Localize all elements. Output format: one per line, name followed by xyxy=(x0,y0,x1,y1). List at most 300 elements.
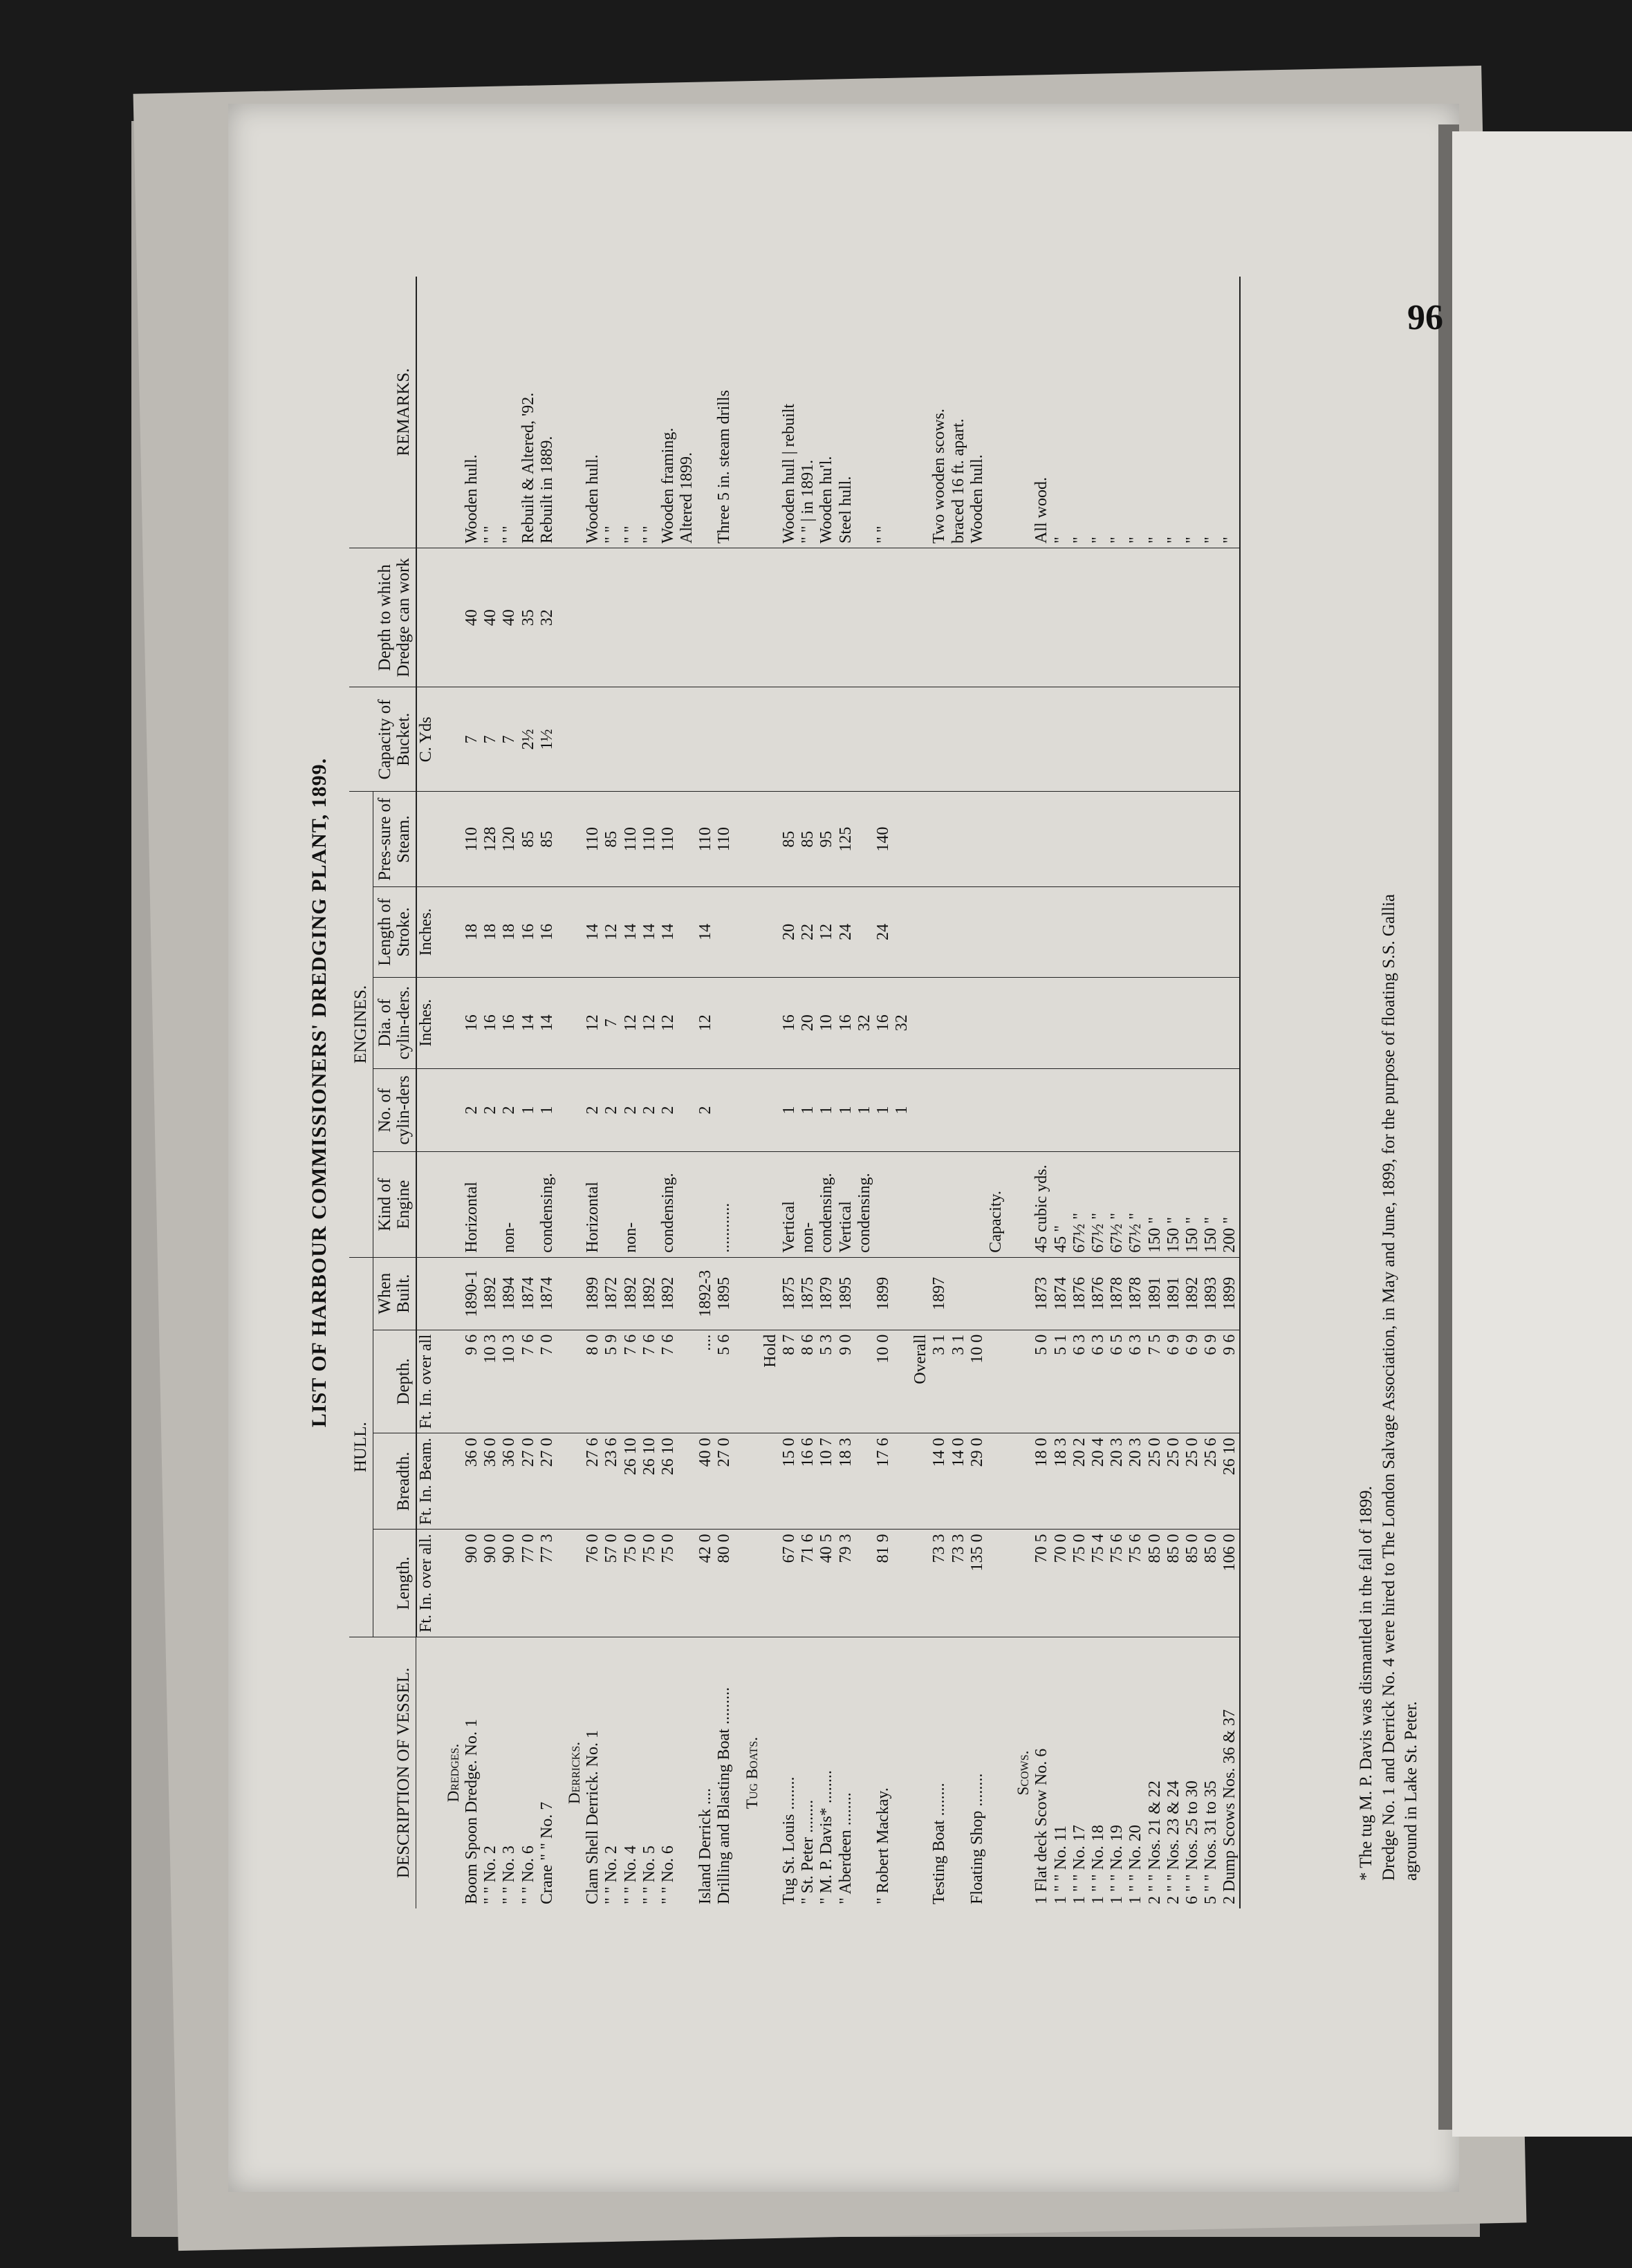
table-cell: 7 0 xyxy=(538,1330,557,1433)
table-row xyxy=(1165,277,1183,1908)
table-cell: " xyxy=(1183,537,1201,543)
table-cell: 1876 xyxy=(1089,1257,1108,1330)
table-cell: 7 6 xyxy=(659,1330,678,1433)
table-cell xyxy=(1108,792,1126,887)
table-cell: 75 0 xyxy=(1070,1530,1089,1637)
table-cell: " " xyxy=(621,526,640,543)
table-cell xyxy=(734,687,761,792)
table-cell xyxy=(622,687,640,792)
table-cell: " xyxy=(1145,537,1164,543)
table-cell: 29 0 xyxy=(968,1433,987,1530)
col-group-hull: HULL. xyxy=(349,1257,373,1637)
table-cell: 1893 xyxy=(1202,1257,1221,1330)
table-cell xyxy=(659,548,678,687)
table-cell: 70 0 xyxy=(1052,1530,1070,1637)
table-cell xyxy=(734,277,761,548)
table-cell xyxy=(678,687,696,792)
table-cell xyxy=(1005,1152,1032,1257)
col-header: Pres-sure of Steam. xyxy=(373,792,416,887)
table-cell xyxy=(1108,548,1126,687)
table-cell: Two wooden scows. xyxy=(930,409,949,543)
table-cell xyxy=(855,1257,874,1330)
table-cell xyxy=(949,1637,968,1909)
table-cell xyxy=(1146,792,1165,887)
table-cell: 85 0 xyxy=(1202,1530,1221,1637)
table-cell xyxy=(911,687,930,792)
table-cell xyxy=(1032,887,1051,978)
table-cell xyxy=(761,1530,780,1637)
table-cell: 1899 xyxy=(874,1257,893,1330)
col-header: Length of Stroke. xyxy=(373,887,416,978)
table-cell xyxy=(602,548,621,687)
table-cell: 6 9 xyxy=(1202,1330,1221,1433)
table-row xyxy=(1221,277,1240,1908)
table-cell: 2 xyxy=(584,1068,602,1152)
table-cell: 95 xyxy=(817,792,836,887)
table-cell: 110 xyxy=(584,792,602,887)
table-cell: 12 xyxy=(602,887,621,978)
table-cell xyxy=(1146,548,1165,687)
footnote: aground in Lake St. Peter. xyxy=(1402,1701,1420,1881)
table-row xyxy=(855,277,874,1908)
table-cell xyxy=(622,548,640,687)
table-cell: 1895 xyxy=(837,1257,855,1330)
table-cell xyxy=(930,687,949,792)
table-cell: 1 " " No. 18 xyxy=(1089,1637,1108,1909)
table-cell xyxy=(761,548,780,687)
table-cell: 3 1 xyxy=(949,1330,968,1433)
table-cell: 25 0 xyxy=(1165,1433,1183,1530)
table-row xyxy=(538,277,557,1908)
table-cell: 45 " xyxy=(1052,1152,1070,1257)
table-cell: 14 xyxy=(538,977,557,1068)
table-cell: 1 xyxy=(799,1068,817,1152)
table-cell: non- xyxy=(500,1152,519,1257)
table-cell xyxy=(678,1530,696,1637)
table-cell xyxy=(893,548,911,687)
table-cell: " " No. 2 xyxy=(481,1637,500,1909)
table-cell: " " No. 5 xyxy=(640,1637,659,1909)
table-cell: 5 6 xyxy=(715,1330,734,1433)
section-header-row xyxy=(436,277,463,1908)
table-row xyxy=(817,277,836,1908)
table-cell xyxy=(1183,1068,1202,1152)
table-cell: 110 xyxy=(696,792,715,887)
table-cell xyxy=(1165,548,1183,687)
table-cell: 90 0 xyxy=(500,1530,519,1637)
table-cell xyxy=(799,548,817,687)
table-cell xyxy=(761,1152,780,1257)
table-cell xyxy=(1052,887,1070,978)
table-cell xyxy=(519,1152,538,1257)
table-cell: 1 xyxy=(837,1068,855,1152)
table-cell xyxy=(893,1433,911,1530)
table-cell: 85 xyxy=(780,792,799,887)
table-cell: 45 cubic yds. xyxy=(1032,1152,1051,1257)
table-cell xyxy=(678,977,696,1068)
table-cell xyxy=(734,1530,761,1637)
table-cell: " " xyxy=(481,526,500,543)
table-cell: ............ xyxy=(715,1152,734,1257)
table-cell: 20 4 xyxy=(1089,1433,1108,1530)
section-title: Tug Boats. xyxy=(734,1637,761,1909)
table-cell: 23 6 xyxy=(602,1433,621,1530)
table-cell: 5 1 xyxy=(1052,1330,1070,1433)
table-cell xyxy=(734,1330,761,1433)
table-cell: 7 6 xyxy=(519,1330,538,1433)
table-cell xyxy=(949,792,968,887)
table-cell: 1892 xyxy=(1183,1257,1202,1330)
table-cell: 79 3 xyxy=(837,1530,855,1637)
table-cell: 1 xyxy=(519,1068,538,1152)
table-cell: Horizontal xyxy=(584,1152,602,1257)
table-cell: 1892 xyxy=(622,1257,640,1330)
table-cell: 1 xyxy=(893,1068,911,1152)
table-cell: 85 0 xyxy=(1183,1530,1202,1637)
table-cell xyxy=(1070,1068,1089,1152)
table-cell xyxy=(1183,792,1202,887)
table-cell xyxy=(416,1152,436,1257)
table-cell xyxy=(987,1330,1005,1433)
table-cell: " xyxy=(1088,537,1107,543)
table-cell: 1899 xyxy=(1221,1257,1240,1330)
table-cell: 12 xyxy=(584,977,602,1068)
table-cell: 40 xyxy=(463,548,481,687)
table-cell: 1894 xyxy=(500,1257,519,1330)
table-cell xyxy=(1202,687,1221,792)
table-cell: 67½ " xyxy=(1108,1152,1126,1257)
table-cell xyxy=(874,1152,893,1257)
table-cell: 2 xyxy=(463,1068,481,1152)
table-cell xyxy=(930,977,949,1068)
table-cell xyxy=(557,977,584,1068)
table-cell: 1874 xyxy=(519,1257,538,1330)
table-cell xyxy=(436,687,463,792)
table-cell xyxy=(678,1152,696,1257)
section-title: Dredges. xyxy=(436,1637,463,1909)
table-cell xyxy=(416,548,436,687)
table-cell: " xyxy=(1164,537,1183,543)
table-cell xyxy=(1202,1068,1221,1152)
table-cell xyxy=(1032,977,1051,1068)
table-cell xyxy=(837,687,855,792)
table-cell: 18 xyxy=(500,887,519,978)
table-cell xyxy=(968,687,987,792)
table-cell: " M. P. Davis* ........ xyxy=(817,1637,836,1909)
table-cell: 1 " " No. 11 xyxy=(1052,1637,1070,1909)
table-cell xyxy=(761,1433,780,1530)
table-cell: 140 xyxy=(874,792,893,887)
table-cell xyxy=(949,548,968,687)
section-title: Scows. xyxy=(1005,1637,1032,1909)
section-header-row xyxy=(734,277,761,1908)
table-cell xyxy=(436,1530,463,1637)
table-cell: 110 xyxy=(463,792,481,887)
table-row xyxy=(949,277,968,1908)
table-cell: " St. Peter ........ xyxy=(799,1637,817,1909)
table-cell xyxy=(1005,1257,1032,1330)
table-cell: 77 0 xyxy=(519,1530,538,1637)
table-cell xyxy=(874,687,893,792)
table-cell xyxy=(678,1330,696,1433)
table-cell xyxy=(1005,1330,1032,1433)
table-cell xyxy=(416,1068,436,1152)
table-cell: 1897 xyxy=(930,1257,949,1330)
col-group-engines: ENGINES. xyxy=(349,792,373,1257)
table-cell: 75 6 xyxy=(1108,1530,1126,1637)
table-cell: Wooden hull. xyxy=(967,454,986,543)
table-cell xyxy=(1089,792,1108,887)
table-cell: 9 6 xyxy=(463,1330,481,1433)
table-cell xyxy=(1126,887,1145,978)
table-cell: 110 xyxy=(622,792,640,887)
table-cell xyxy=(1202,977,1221,1068)
table-cell xyxy=(911,1433,930,1530)
table-cell xyxy=(436,1257,463,1330)
table-cell: 15 0 xyxy=(780,1433,799,1530)
table-cell: 75 0 xyxy=(640,1530,659,1637)
table-cell: 1892 xyxy=(640,1257,659,1330)
table-cell xyxy=(481,1152,500,1257)
table-cell: 7 xyxy=(481,687,500,792)
table-cell: 6 " " Nos. 25 to 30 xyxy=(1183,1637,1202,1909)
table-cell xyxy=(678,1257,696,1330)
table-row xyxy=(1126,277,1145,1908)
table-cell: 36 0 xyxy=(500,1433,519,1530)
table-cell xyxy=(715,687,734,792)
table-cell: 16 xyxy=(837,977,855,1068)
table-cell xyxy=(987,1530,1005,1637)
table-cell: " " xyxy=(602,526,621,543)
table-cell: 12 xyxy=(640,977,659,1068)
table-cell: 7 xyxy=(500,687,519,792)
table-cell xyxy=(987,887,1005,978)
table-cell xyxy=(1165,887,1183,978)
table-cell: 110 xyxy=(659,792,678,887)
table-cell xyxy=(696,548,715,687)
table-cell xyxy=(930,1068,949,1152)
table-row xyxy=(930,277,949,1908)
table-cell: 36 0 xyxy=(463,1433,481,1530)
table-row xyxy=(678,277,696,1908)
table-cell: 18 xyxy=(481,887,500,978)
table-cell: 14 xyxy=(696,887,715,978)
table-cell xyxy=(911,977,930,1068)
table-cell xyxy=(436,277,463,548)
table-row xyxy=(968,277,987,1908)
table-cell xyxy=(557,277,584,548)
table-cell: Hold xyxy=(761,1330,780,1433)
footnotes xyxy=(1355,277,1423,1908)
table-cell: " " xyxy=(640,526,658,543)
table-cell: 26 10 xyxy=(1221,1433,1240,1530)
table-cell: 26 10 xyxy=(640,1433,659,1530)
table-row xyxy=(780,277,799,1908)
table-cell xyxy=(416,277,436,548)
table-row xyxy=(761,277,780,1908)
table-row xyxy=(1032,277,1051,1908)
table-cell: 16 xyxy=(519,887,538,978)
table-cell: 22 xyxy=(799,887,817,978)
table-row xyxy=(696,277,715,1908)
table-cell xyxy=(734,977,761,1068)
table-cell xyxy=(949,887,968,978)
table-cell xyxy=(1070,548,1089,687)
table-cell xyxy=(987,277,1005,548)
table-cell xyxy=(436,1433,463,1530)
table-cell xyxy=(678,887,696,978)
table-cell: 26 10 xyxy=(659,1433,678,1530)
table-cell xyxy=(1108,887,1126,978)
table-cell xyxy=(734,1152,761,1257)
table-row xyxy=(874,277,893,1908)
table-cell xyxy=(780,687,799,792)
col-header: Depth. xyxy=(373,1330,416,1433)
table-cell xyxy=(987,1433,1005,1530)
table-cell xyxy=(557,1068,584,1152)
table-cell: 18 3 xyxy=(837,1433,855,1530)
table-cell: Crane " " No. 7 xyxy=(538,1637,557,1909)
col-header: Kind of Engine xyxy=(373,1152,416,1257)
table-cell: 6 9 xyxy=(1165,1330,1183,1433)
table-cell: 14 xyxy=(519,977,538,1068)
table-cell xyxy=(1126,1068,1145,1152)
table-cell xyxy=(911,1152,930,1257)
table-cell xyxy=(715,977,734,1068)
table-cell: 125 xyxy=(837,792,855,887)
table-cell: " Robert Mackay. xyxy=(874,1637,893,1909)
table-cell: " " xyxy=(500,526,519,543)
table-cell: 85 xyxy=(519,792,538,887)
col-header: Depth to which Dredge can work xyxy=(349,548,416,687)
table-cell xyxy=(1032,792,1051,887)
table-cell: 7 xyxy=(463,687,481,792)
table-cell xyxy=(640,548,659,687)
page-number: 96 xyxy=(1407,298,1443,337)
table-cell: 20 xyxy=(799,977,817,1068)
table-cell xyxy=(837,548,855,687)
table-cell: 14 0 xyxy=(930,1433,949,1530)
table-cell: 1892 xyxy=(481,1257,500,1330)
table-cell: 9 0 xyxy=(837,1330,855,1433)
table-cell: 27 0 xyxy=(538,1433,557,1530)
table-cell: 7 xyxy=(602,977,621,1068)
table-cell: Inches. xyxy=(416,977,436,1068)
table-cell: 16 6 xyxy=(799,1433,817,1530)
table-row xyxy=(987,277,1005,1908)
table-cell: 6 3 xyxy=(1089,1330,1108,1433)
table-cell xyxy=(1126,792,1145,887)
table-cell: 16 xyxy=(874,977,893,1068)
table-cell xyxy=(1126,548,1145,687)
table-cell xyxy=(855,548,874,687)
table-cell: 85 xyxy=(538,792,557,887)
table-cell xyxy=(557,1330,584,1433)
table-cell xyxy=(715,1068,734,1152)
table-cell: 5 3 xyxy=(817,1330,836,1433)
table-cell: 110 xyxy=(640,792,659,887)
table-cell xyxy=(911,277,930,548)
table-cell xyxy=(1126,977,1145,1068)
table-cell xyxy=(761,977,780,1068)
table-cell: 12 xyxy=(696,977,715,1068)
table-cell: 73 3 xyxy=(949,1530,968,1637)
table-cell: 2 " " Nos. 23 & 24 xyxy=(1165,1637,1183,1909)
table-cell: " " No. 4 xyxy=(622,1637,640,1909)
footnote: Dredge No. 1 and Derrick No. 4 were hired to The London Salvage Association, in May and June, 1899, for the purpose of floating S.S. Gallia xyxy=(1379,893,1398,1881)
table-cell: Island Derrick .... xyxy=(696,1637,715,1909)
table-cell: Testing Boat ........ xyxy=(930,1637,949,1909)
table-cell: 9 6 xyxy=(1221,1330,1240,1433)
table-cell xyxy=(1221,1068,1240,1152)
table-cell: 3 1 xyxy=(930,1330,949,1433)
table-cell: 2 xyxy=(696,1068,715,1152)
table-cell: 17 6 xyxy=(874,1433,893,1530)
table-cell xyxy=(761,1637,780,1909)
table-row xyxy=(1052,277,1070,1908)
table-cell xyxy=(1005,1433,1032,1530)
table-cell xyxy=(817,687,836,792)
facing-page xyxy=(1452,131,1632,2137)
table-cell xyxy=(855,1433,874,1530)
table-cell: 76 0 xyxy=(584,1530,602,1637)
table-cell xyxy=(1146,687,1165,792)
table-cell: 12 xyxy=(817,887,836,978)
table-cell: 40 xyxy=(500,548,519,687)
table-cell: .... xyxy=(696,1330,715,1433)
table-row xyxy=(500,277,519,1908)
table-cell: Rebuilt in 1889. xyxy=(537,436,556,543)
table-cell: 7 5 xyxy=(1146,1330,1165,1433)
table-cell: 26 10 xyxy=(622,1433,640,1530)
table-cell: 16 xyxy=(463,977,481,1068)
table-cell: 7 6 xyxy=(640,1330,659,1433)
table-cell xyxy=(1005,548,1032,687)
table-cell xyxy=(557,1152,584,1257)
table-cell: 75 0 xyxy=(659,1530,678,1637)
table-cell: Horizontal xyxy=(463,1152,481,1257)
col-group-remarks: REMARKS. xyxy=(349,277,416,548)
table-cell xyxy=(715,548,734,687)
table-cell xyxy=(968,977,987,1068)
table-cell xyxy=(715,887,734,978)
section-title: Derricks. xyxy=(557,1637,584,1909)
table-cell xyxy=(1202,548,1221,687)
table-cell xyxy=(1005,687,1032,792)
table-cell xyxy=(893,277,911,548)
col-group-vessel: DESCRIPTION OF VESSEL. xyxy=(349,1637,416,1909)
table-cell: 1899 xyxy=(584,1257,602,1330)
table-cell xyxy=(1221,687,1240,792)
table-cell: Ft. In. over all. xyxy=(416,1530,436,1637)
table-cell: 14 0 xyxy=(949,1433,968,1530)
table-cell: 24 xyxy=(837,887,855,978)
table-row xyxy=(1183,277,1202,1908)
table-cell xyxy=(436,977,463,1068)
table-cell: 1875 xyxy=(799,1257,817,1330)
table-cell xyxy=(678,792,696,887)
table-cell: 75 4 xyxy=(1089,1530,1108,1637)
table-row xyxy=(1089,277,1108,1908)
table-cell: 7 6 xyxy=(622,1330,640,1433)
table-cell xyxy=(1005,977,1032,1068)
table-cell xyxy=(436,887,463,978)
table-cell: " xyxy=(1221,277,1240,548)
table-cell: " xyxy=(1051,537,1070,543)
table-cell xyxy=(987,548,1005,687)
table-cell xyxy=(817,548,836,687)
table-cell: 106 0 xyxy=(1221,1530,1240,1637)
